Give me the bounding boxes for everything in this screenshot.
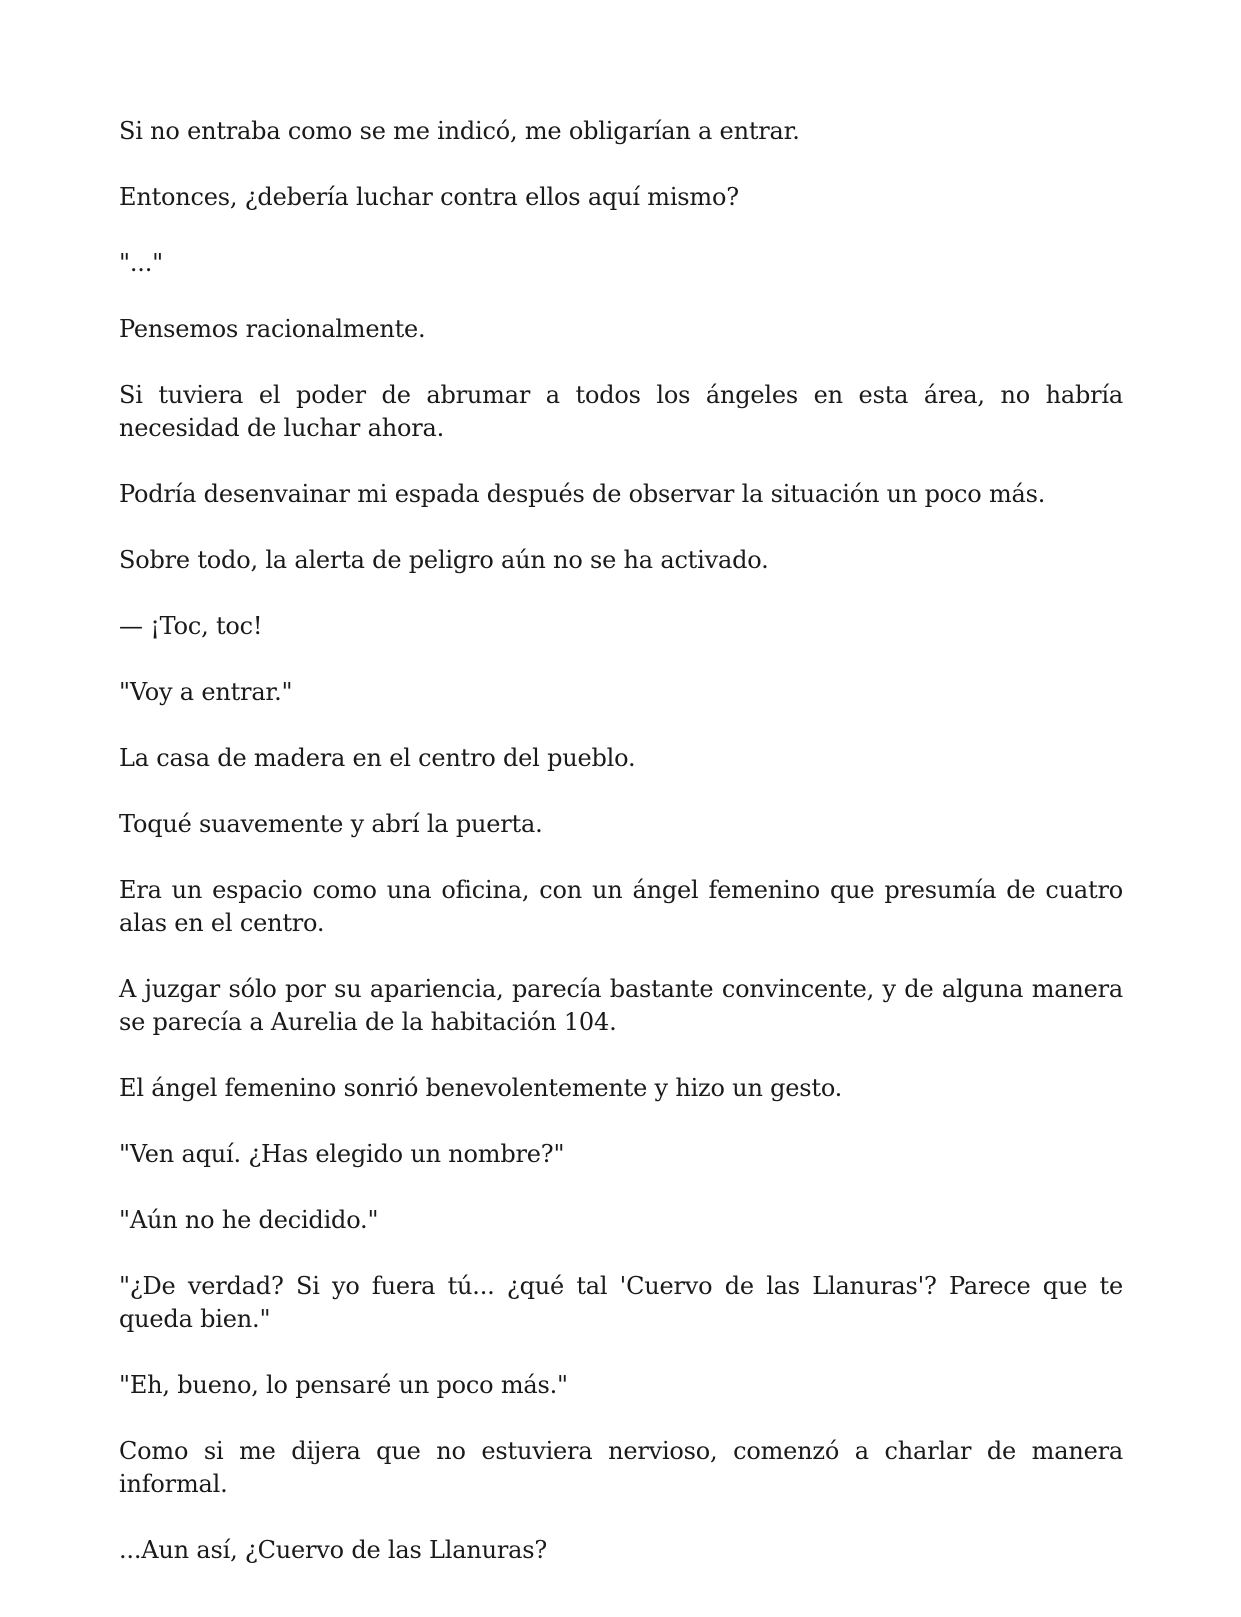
paragraph: Si tuviera el poder de abrumar a todos los ángeles en esta área, no habría necesidad de luchar ahora. [119,381,1123,442]
paragraph: "Eh, bueno, lo pensaré un poco más." [119,1371,568,1399]
paragraph: "Ven aquí. ¿Has elegido un nombre?" [119,1140,565,1168]
paragraph: Era un espacio como una oficina, con un ángel femenino que presumía de cuatro alas en el centro. [119,876,1123,937]
paragraph: El ángel femenino sonrió benevolentemente y hizo un gesto. [119,1074,843,1102]
paragraph: "Aún no he decidido." [119,1206,379,1234]
paragraph: — ¡Toc, toc! [119,612,263,640]
paragraph: Podría desenvainar mi espada después de observar la situación un poco más. [119,480,1046,508]
paragraph: A juzgar sólo por su apariencia, parecía bastante convincente, y de alguna manera se parecía a Aurelia de la habitación 104. [119,975,1123,1036]
paragraph: Entonces, ¿debería luchar contra ellos aquí mismo? [119,183,739,211]
page-body [119,115,1123,1600]
paragraph: "¿De verdad? Si yo fuera tú... ¿qué tal 'Cuervo de las Llanuras'? Parece que te queda bien." [119,1272,1123,1333]
paragraph: Toqué suavemente y abrí la puerta. [119,810,543,838]
paragraph: Sobre todo, la alerta de peligro aún no se ha activado. [119,546,769,574]
paragraph: Si no entraba como se me indicó, me obligarían a entrar. [119,117,800,145]
paragraph: ...Aun así, ¿Cuervo de las Llanuras? [119,1536,548,1564]
paragraph: Como si me dijera que no estuviera nervioso, comenzó a charlar de manera informal. [119,1437,1123,1498]
paragraph: La casa de madera en el centro del pueblo. [119,744,636,772]
paragraph: "Voy a entrar." [119,678,293,706]
paragraph: "..." [119,249,163,277]
paragraph: Pensemos racionalmente. [119,315,426,343]
